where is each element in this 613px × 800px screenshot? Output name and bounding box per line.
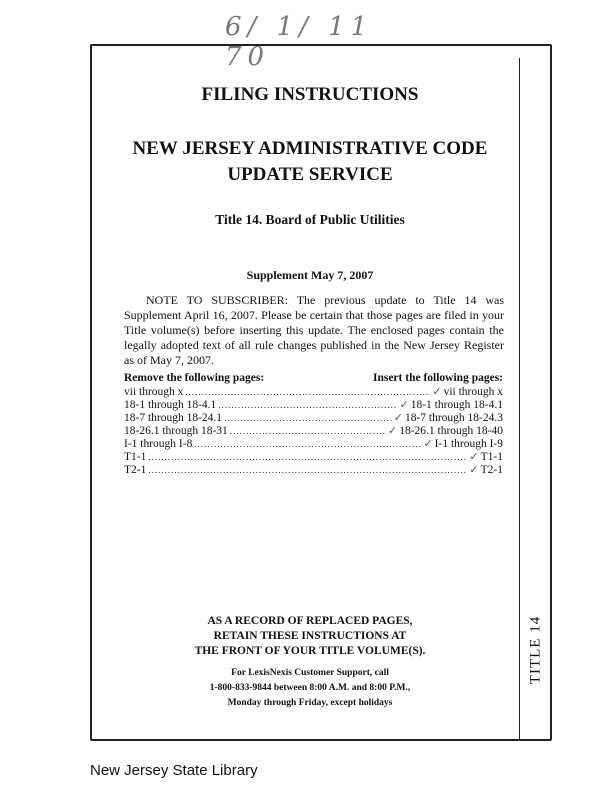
check-mark-icon: ✓ xyxy=(399,398,409,411)
insert-pages: 18-1 through 18-4.1 xyxy=(410,399,503,411)
record-line3: THE FRONT OF YOUR TITLE VOLUME(S). xyxy=(194,645,426,657)
code-heading-line1: NEW JERSEY ADMINISTRATIVE CODE xyxy=(132,138,488,159)
pages-table xyxy=(124,372,503,476)
remove-pages: vii through x xyxy=(124,386,184,398)
record-line1: AS A RECORD OF REPLACED PAGES, xyxy=(207,615,413,627)
note-text: NOTE TO SUBSCRIBER: The previous update to Title 14 was Supplement April 16, 2007. Please be certain that those pages are filed in your Title volume(s) before inserting this update. The enclosed pages contain the legally adopted text of all rule changes published in the New Jersey Register as of May 7, 2007. xyxy=(124,293,504,367)
check-mark-icon: ✓ xyxy=(432,385,442,398)
spine-label: TITLE 14 xyxy=(527,615,544,685)
check-mark-icon: ✓ xyxy=(469,450,479,463)
remove-pages: 18-26.1 through 18-31 xyxy=(124,425,228,437)
spine-divider xyxy=(519,58,520,741)
handwritten-date: 6/ 1/ 11 70 xyxy=(225,12,374,72)
dot-leader xyxy=(185,386,430,399)
remove-header: Remove the following pages: xyxy=(124,372,265,384)
table-row xyxy=(124,411,503,424)
table-row xyxy=(124,385,503,398)
subscriber-note xyxy=(124,293,504,368)
dot-leader xyxy=(194,438,421,451)
insert-pages: 18-7 through 18-24.3 xyxy=(404,412,503,424)
table-row xyxy=(124,398,503,411)
insert-header: Insert the following pages: xyxy=(372,372,503,384)
record-notice xyxy=(110,614,510,659)
code-heading xyxy=(110,136,510,188)
insert-pages: T2-1 xyxy=(480,464,503,476)
insert-pages: vii through x xyxy=(443,386,503,398)
check-mark-icon: ✓ xyxy=(387,424,398,437)
supplement-date: Supplement May 7, 2007 xyxy=(246,268,374,282)
table-row xyxy=(124,437,503,450)
code-heading-line2: UPDATE SERVICE xyxy=(227,164,393,185)
dot-leader xyxy=(148,451,467,464)
check-mark-icon: ✓ xyxy=(393,411,403,424)
remove-pages: 18-7 through 18-24.1 xyxy=(124,412,223,424)
dot-leader xyxy=(148,464,467,477)
pages-table-header xyxy=(124,372,503,385)
remove-pages: T2-1 xyxy=(124,464,147,476)
table-row xyxy=(124,463,503,476)
record-line2: RETAIN THESE INSTRUCTIONS AT xyxy=(213,630,407,642)
library-footer: New Jersey State Library xyxy=(90,762,258,779)
table-row xyxy=(124,424,503,437)
insert-pages: 18-26.1 through 18-40 xyxy=(399,425,503,437)
dot-leader xyxy=(224,412,392,425)
check-mark-icon: ✓ xyxy=(469,463,479,476)
spine-tab xyxy=(522,600,550,700)
support-line3: Monday through Friday, except holidays xyxy=(227,698,393,708)
table-row xyxy=(124,450,503,463)
remove-pages: T1-1 xyxy=(124,451,147,463)
insert-pages: I-1 through I-9 xyxy=(434,438,503,450)
insert-pages: T1-1 xyxy=(480,451,503,463)
dot-leader xyxy=(218,399,397,412)
remove-pages: 18-1 through 18-4.1 xyxy=(124,399,217,411)
support-line1: For LexisNexis Customer Support, call xyxy=(231,668,389,678)
support-line2: 1-800-833-9844 between 8:00 A.M. and 8:00 P.M., xyxy=(209,683,411,693)
check-mark-icon: ✓ xyxy=(423,437,433,450)
title-number: Title 14. Board of Public Utilities xyxy=(215,212,405,227)
remove-pages: I-1 through I-8 xyxy=(124,438,193,450)
filing-instructions-heading: FILING INSTRUCTIONS xyxy=(201,84,419,105)
dot-leader xyxy=(230,425,386,438)
customer-support xyxy=(110,666,510,711)
